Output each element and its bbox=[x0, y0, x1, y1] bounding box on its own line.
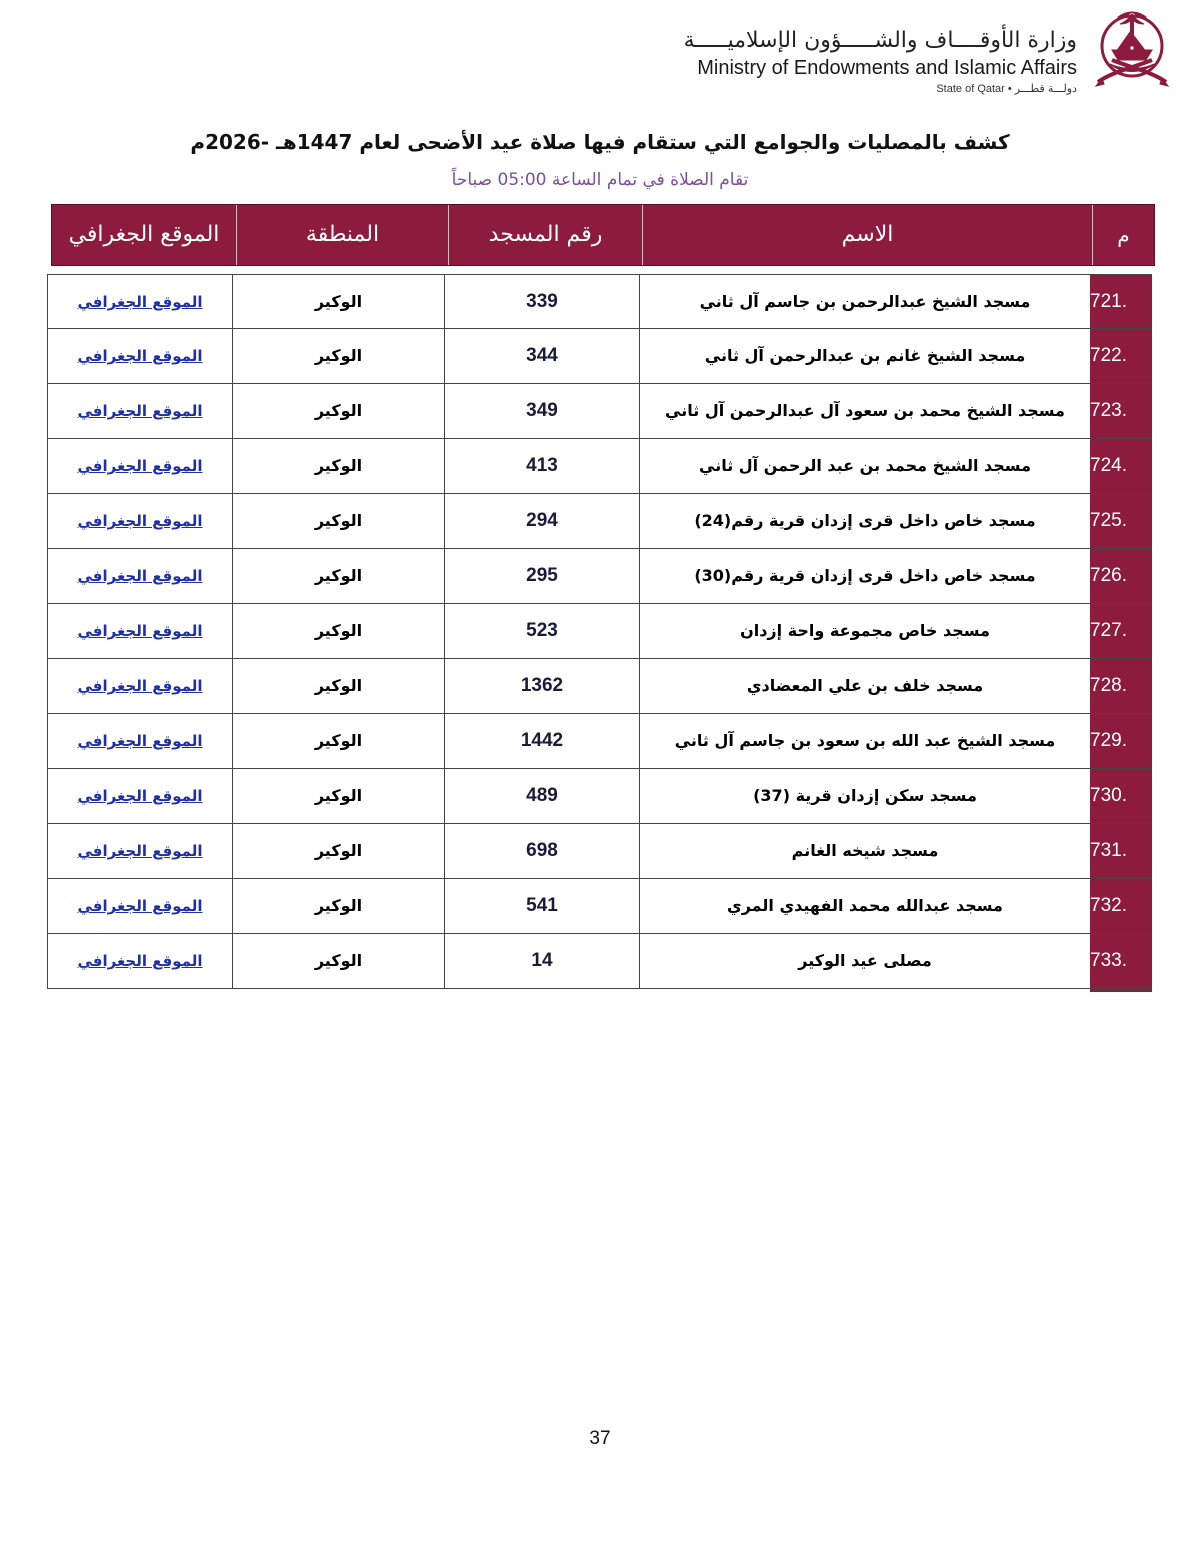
location-cell bbox=[47, 329, 233, 383]
table-row bbox=[47, 549, 1152, 604]
location-link[interactable]: الموقع الجغرافي bbox=[77, 677, 203, 695]
column-header-location: الموقع الجغرافي bbox=[68, 222, 220, 247]
org-name-arabic: وزارة الأوقــــاف والشـــــؤون الإسلاميـــــة bbox=[683, 28, 1077, 53]
area-cell: الوكير bbox=[233, 769, 445, 823]
mosque-name-cell: مسجد خاص داخل قرى إزدان قرية رقم(24) bbox=[694, 511, 1036, 530]
area-cell: الوكير bbox=[233, 549, 445, 603]
location-cell bbox=[47, 549, 233, 603]
mosque-number-cell: 698 bbox=[445, 824, 640, 878]
mosque-number-cell: 1362 bbox=[445, 659, 640, 713]
table-row bbox=[47, 934, 1152, 989]
table-row bbox=[47, 659, 1152, 714]
table-row bbox=[47, 494, 1152, 549]
location-cell bbox=[47, 714, 233, 768]
row-index-cell: 728. bbox=[1090, 675, 1127, 696]
row-index-cell: 732. bbox=[1090, 895, 1127, 916]
area-cell: الوكير bbox=[233, 384, 445, 438]
mosque-name-cell: مسجد الشيخ محمد بن عبد الرحمن آل ثاني bbox=[699, 456, 1031, 475]
row-index-cell: 722. bbox=[1090, 345, 1127, 366]
mosque-number-cell: 14 bbox=[445, 934, 640, 988]
table-row bbox=[47, 439, 1152, 494]
row-index-cell: 730. bbox=[1090, 785, 1127, 806]
mosque-name-cell: مصلى عيد الوكير bbox=[798, 951, 932, 970]
mosque-name-cell: مسجد خاص داخل قرى إزدان قرية رقم(30) bbox=[694, 566, 1036, 585]
table-row bbox=[47, 274, 1152, 329]
mosque-number-cell: 339 bbox=[445, 275, 640, 329]
document-title: كشف بالمصليات والجوامع التي ستقام فيها صلاة عيد الأضحى لعام 1447هـ -2026م bbox=[190, 130, 1010, 154]
column-header-area: المنطقة bbox=[236, 205, 448, 265]
row-index-cell: 729. bbox=[1090, 730, 1127, 751]
mosque-name-cell: مسجد خلف بن علي المعضادي bbox=[746, 676, 984, 695]
area-cell: الوكير bbox=[233, 604, 445, 658]
area-cell: الوكير bbox=[233, 824, 445, 878]
location-cell bbox=[47, 659, 233, 713]
page-number: 37 bbox=[589, 1428, 611, 1449]
mosque-number-cell: 344 bbox=[445, 329, 640, 383]
table-row bbox=[47, 769, 1152, 824]
location-link[interactable]: الموقع الجغرافي bbox=[77, 897, 203, 915]
location-link[interactable]: الموقع الجغرافي bbox=[77, 622, 203, 640]
location-link[interactable]: الموقع الجغرافي bbox=[77, 347, 203, 365]
location-cell bbox=[47, 879, 233, 933]
table-row bbox=[47, 384, 1152, 439]
mosque-name-cell: مسجد الشيخ محمد بن سعود آل عبدالرحمن آل ثاني bbox=[665, 401, 1065, 420]
column-header-mosque-number: رقم المسجد bbox=[448, 205, 642, 265]
location-link[interactable]: الموقع الجغرافي bbox=[77, 952, 203, 970]
row-index-cell: 724. bbox=[1090, 455, 1127, 476]
state-line: State of Qatar • دولـــة قطـــر bbox=[936, 83, 1077, 95]
table-row bbox=[47, 824, 1152, 879]
area-cell: الوكير bbox=[233, 879, 445, 933]
mosque-name-cell: مسجد شيخه الغانم bbox=[791, 841, 939, 860]
row-index-cell: 723. bbox=[1090, 400, 1127, 421]
column-header-index: م bbox=[1092, 205, 1154, 265]
location-cell bbox=[47, 604, 233, 658]
mosque-table bbox=[47, 274, 1152, 989]
area-cell: الوكير bbox=[233, 934, 445, 988]
mosque-name-cell: مسجد سكن إزدان قرية (37) bbox=[753, 786, 977, 805]
table-row bbox=[47, 604, 1152, 659]
location-cell bbox=[47, 384, 233, 438]
mosque-name-cell: مسجد عبدالله محمد الفهيدي المري bbox=[727, 896, 1003, 915]
mosque-number-cell: 541 bbox=[445, 879, 640, 933]
row-index-cell: 727. bbox=[1090, 620, 1127, 641]
area-cell: الوكير bbox=[233, 714, 445, 768]
document-subtitle: تقام الصلاة في تمام الساعة 05:00 صباحاً bbox=[451, 170, 749, 190]
location-cell bbox=[47, 275, 233, 329]
mosque-number-cell: 523 bbox=[445, 604, 640, 658]
org-name-english: Ministry of Endowments and Islamic Affairs bbox=[697, 57, 1077, 79]
row-index-cell: 731. bbox=[1090, 840, 1127, 861]
mosque-name-cell: مسجد خاص مجموعة واحة إزدان bbox=[740, 621, 990, 640]
area-cell: الوكير bbox=[233, 275, 445, 329]
location-cell bbox=[47, 494, 233, 548]
organization-header bbox=[684, 26, 1077, 98]
table-row bbox=[47, 879, 1152, 934]
location-link[interactable]: الموقع الجغرافي bbox=[77, 732, 203, 750]
area-cell: الوكير bbox=[233, 659, 445, 713]
location-link[interactable]: الموقع الجغرافي bbox=[77, 293, 203, 311]
row-index-cell: 725. bbox=[1090, 510, 1127, 531]
mosque-number-cell: 349 bbox=[445, 384, 640, 438]
location-link[interactable]: الموقع الجغرافي bbox=[77, 567, 203, 585]
qatar-emblem-icon bbox=[1092, 2, 1172, 100]
location-cell bbox=[47, 934, 233, 988]
table-header bbox=[51, 204, 1155, 266]
row-index-cell: 733. bbox=[1090, 950, 1127, 971]
mosque-name-cell: مسجد الشيخ غانم بن عبدالرحمن آل ثاني bbox=[704, 346, 1026, 365]
row-index-cell: 721. bbox=[1090, 291, 1127, 312]
mosque-number-cell: 1442 bbox=[445, 714, 640, 768]
mosque-number-cell: 413 bbox=[445, 439, 640, 493]
area-cell: الوكير bbox=[233, 494, 445, 548]
location-link[interactable]: الموقع الجغرافي bbox=[77, 512, 203, 530]
table-row bbox=[47, 329, 1152, 384]
location-link[interactable]: الموقع الجغرافي bbox=[77, 842, 203, 860]
column-header-name: الاسم bbox=[642, 205, 1092, 265]
mosque-number-cell: 294 bbox=[445, 494, 640, 548]
mosque-number-cell: 295 bbox=[445, 549, 640, 603]
location-cell bbox=[47, 769, 233, 823]
mosque-name-cell: مسجد الشيخ عبد الله بن سعود بن جاسم آل ثاني bbox=[674, 731, 1056, 750]
mosque-name-cell: مسجد الشيخ عبدالرحمن بن جاسم آل ثاني bbox=[699, 292, 1031, 311]
row-index-cell: 726. bbox=[1090, 565, 1127, 586]
location-link[interactable]: الموقع الجغرافي bbox=[77, 402, 203, 420]
location-cell bbox=[47, 439, 233, 493]
table-row bbox=[47, 714, 1152, 769]
location-cell bbox=[47, 824, 233, 878]
location-link[interactable]: الموقع الجغرافي bbox=[77, 787, 203, 805]
mosque-number-cell: 489 bbox=[445, 769, 640, 823]
location-link[interactable]: الموقع الجغرافي bbox=[77, 457, 203, 475]
area-cell: الوكير bbox=[233, 439, 445, 493]
area-cell: الوكير bbox=[233, 329, 445, 383]
